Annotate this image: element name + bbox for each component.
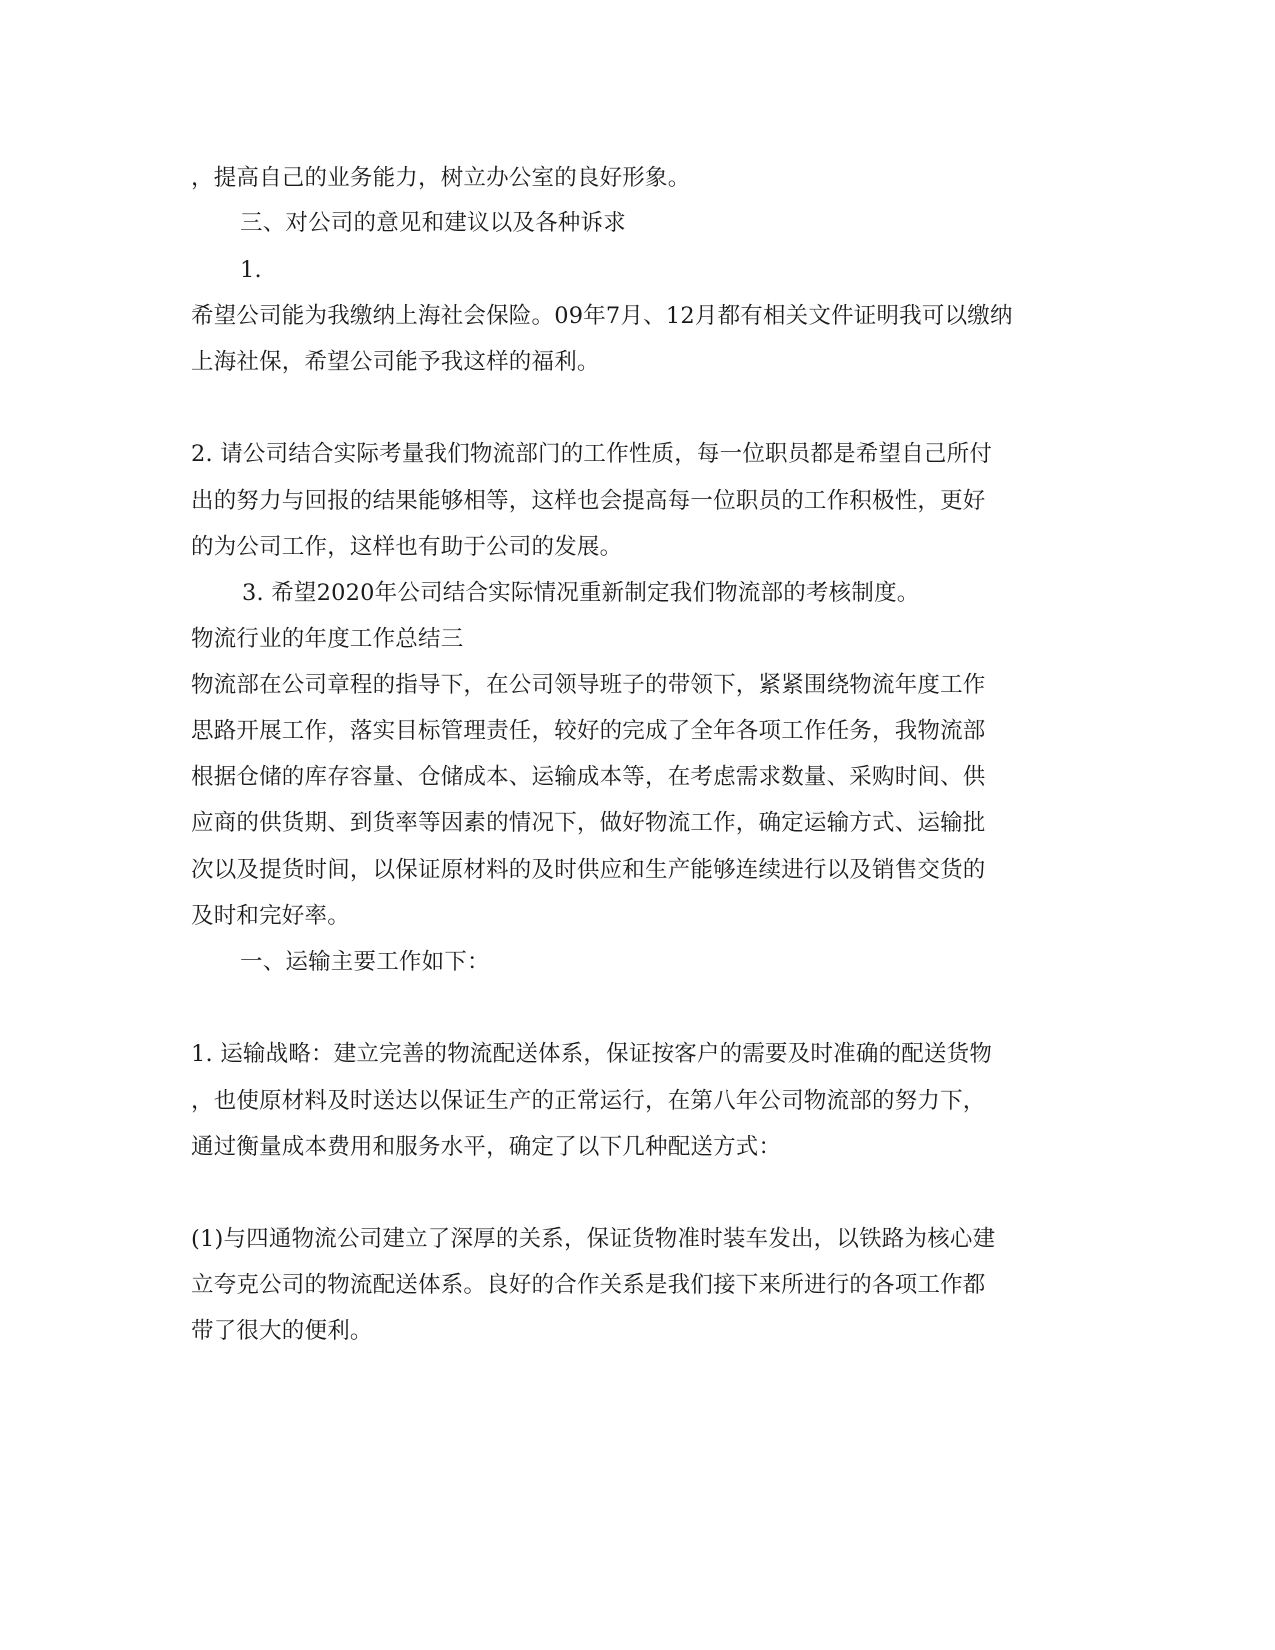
text-line: 2. 请公司结合实际考量我们物流部门的工作性质，每一位职员都是希望自己所付 bbox=[191, 441, 993, 467]
text-line: 的为公司工作，这样也有助于公司的发展。 bbox=[191, 534, 623, 560]
text-line: 出的努力与回报的结果能够相等，这样也会提高每一位职员的工作积极性，更好 bbox=[191, 488, 986, 514]
text-line: 物流部在公司章程的指导下，在公司领导班子的带领下，紧紧围绕物流年度工作 bbox=[191, 672, 986, 698]
text-line: 通过衡量成本费用和服务水平，确定了以下几种配送方式： bbox=[191, 1134, 782, 1160]
text-line: 上海社保，希望公司能予我这样的福利。 bbox=[191, 349, 600, 375]
text-line: 及时和完好率。 bbox=[191, 903, 350, 929]
text-line: 应商的供货期、到货率等因素的情况下，做好物流工作，确定运输方式、运输批 bbox=[191, 810, 986, 836]
text-line: ，提高自己的业务能力，树立办公室的良好形象。 bbox=[191, 165, 691, 191]
text-line: 思路开展工作，落实目标管理责任，较好的完成了全年各项工作任务，我物流部 bbox=[191, 718, 986, 744]
list-number: 1. bbox=[240, 257, 262, 283]
text-line: 根据仓储的库存容量、仓储成本、运输成本等，在考虑需求数量、采购时间、供 bbox=[191, 764, 986, 790]
text-line: (1)与四通物流公司建立了深厚的关系，保证货物准时装车发出，以铁路为核心建 bbox=[191, 1226, 996, 1252]
document-subtitle: 物流行业的年度工作总结三 bbox=[191, 626, 464, 652]
text-line: 次以及提货时间，以保证原材料的及时供应和生产能够连续进行以及销售交货的 bbox=[191, 857, 986, 883]
text-line: 立夸克公司的物流配送体系。良好的合作关系是我们接下来所进行的各项工作都 bbox=[191, 1272, 986, 1298]
text-line: 带了很大的便利。 bbox=[191, 1318, 373, 1344]
section-heading: 三、对公司的意见和建议以及各种诉求 bbox=[240, 210, 626, 236]
text-line: 3. 希望2020年公司结合实际情况重新制定我们物流部的考核制度。 bbox=[242, 580, 920, 606]
section-heading: 一、运输主要工作如下： bbox=[240, 949, 490, 975]
text-line: 1. 运输战略：建立完善的物流配送体系，保证按客户的需要及时准确的配送货物 bbox=[191, 1041, 993, 1067]
text-line: ，也使原材料及时送达以保证生产的正常运行，在第八年公司物流部的努力下， bbox=[191, 1088, 986, 1114]
text-line: 希望公司能为我缴纳上海社会保险。09年7月、12月都有相关文件证明我可以缴纳 bbox=[191, 303, 1013, 329]
